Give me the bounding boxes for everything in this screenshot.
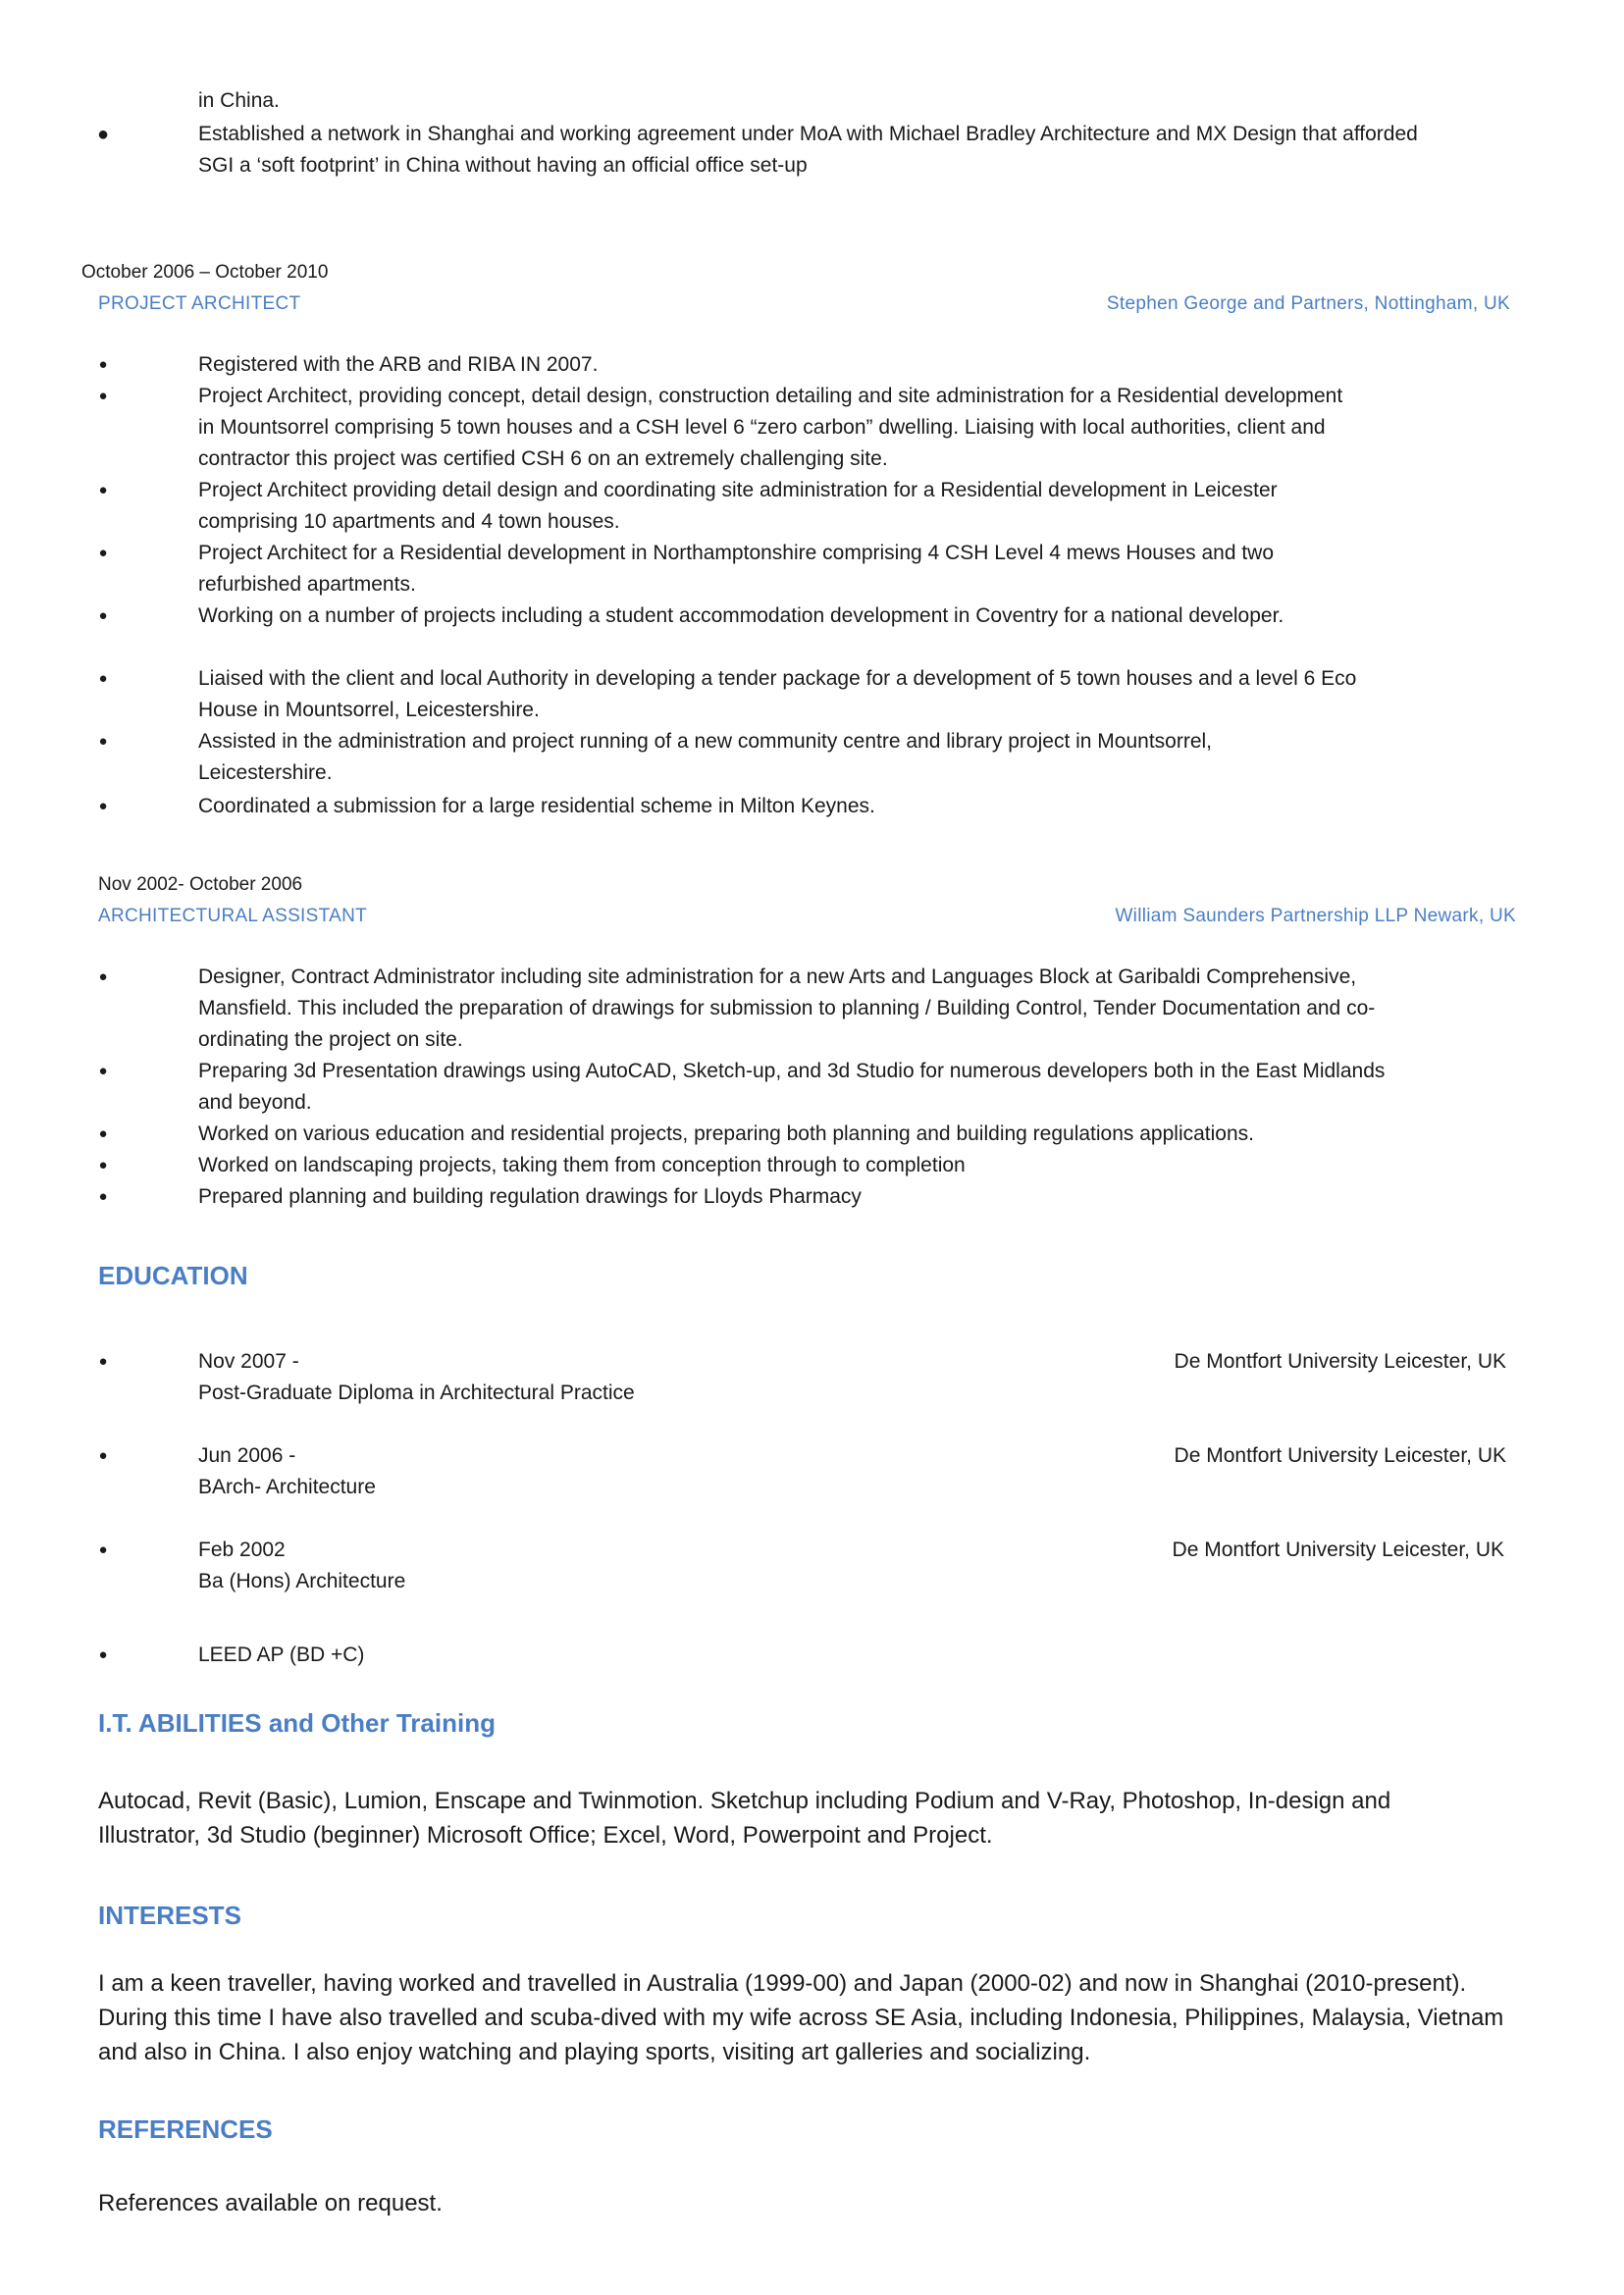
bullet-icon: ● bbox=[98, 670, 108, 687]
bullet-icon: ● bbox=[98, 798, 108, 814]
job1-bullet: Working on a number of projects including a student accommodation development in Coventry for a national developer. bbox=[198, 604, 1284, 627]
bullet-icon: ● bbox=[98, 1157, 108, 1174]
bullet-icon: ● bbox=[96, 124, 110, 145]
bullet-icon: ● bbox=[98, 482, 108, 498]
bullet-icon: ● bbox=[98, 733, 108, 750]
leed-credential: LEED AP (BD +C) bbox=[198, 1643, 365, 1666]
job2-dates: Nov 2002- October 2006 bbox=[98, 874, 303, 895]
education-school: De Montfort University Leicester, UK bbox=[1174, 1350, 1506, 1373]
continuation-text: in China. bbox=[198, 89, 280, 112]
job1-bullet: Project Architect for a Residential development in Northamptonshire comprising 4 CSH Level 4 mews Houses and two refurbished apartments. bbox=[198, 542, 1275, 596]
job2-bullet: Preparing 3d Presentation drawings using AutoCAD, Sketch-up, and 3d Studio for numerous developers both in the East Midlands and beyond. bbox=[198, 1060, 1386, 1114]
job2-bullet: Prepared planning and building regulation drawings for Lloyds Pharmacy bbox=[198, 1185, 862, 1208]
china-network-bullet: Established a network in Shanghai and working agreement under MoA with Michael Bradley Architecture and MX Design that afforded SGI a ‘soft footprint’ in China without having an official office set-up bbox=[198, 123, 1418, 177]
interests-heading: INTERESTS bbox=[98, 1901, 241, 1930]
job2-bullet: Designer, Contract Administrator including site administration for a new Arts and Languages Block at Garibaldi Comprehensive, Mansfield. This included the preparation of drawings for submission to planning / Building Control, Tender Documentation and co-ordinating the project on site. bbox=[198, 965, 1376, 1051]
bullet-icon: ● bbox=[98, 1447, 108, 1464]
bullet-icon: ● bbox=[98, 356, 108, 373]
education-date: Nov 2007 - bbox=[198, 1350, 299, 1373]
bullet-icon: ● bbox=[98, 545, 108, 561]
bullet-icon: ● bbox=[98, 1541, 108, 1558]
bullet-icon: ● bbox=[98, 607, 108, 624]
education-title: BArch- Architecture bbox=[198, 1476, 376, 1498]
bullet-icon: ● bbox=[98, 1125, 108, 1142]
education-school: De Montfort University Leicester, UK bbox=[1172, 1539, 1504, 1561]
education-title: Ba (Hons) Architecture bbox=[198, 1570, 406, 1592]
job1-bullet: Project Architect, providing concept, detail design, construction detailing and site administration for a Residential development in Mountsorrel comprising 5 town houses and a CSH level 6 “zero carbon” dwelling. Liaising with local authorities, client and contractor this project was certified CSH 6 on an extremely challenging site. bbox=[198, 385, 1343, 470]
it-text: Autocad, Revit (Basic), Lumion, Enscape and Twinmotion. Sketchup including Podium and V-Ray, Photoshop, In-design and Illustrator, 3d Studio (beginner) Microsoft Office; Excel, Word, Powerpoint and Project. bbox=[98, 1788, 1391, 1849]
education-title: Post-Graduate Diploma in Architectural Practice bbox=[198, 1382, 635, 1404]
bullet-icon: ● bbox=[98, 1353, 108, 1370]
job1-role: PROJECT ARCHITECT bbox=[98, 293, 301, 314]
job2-bullet: Worked on various education and residential projects, preparing both planning and building regulations applications. bbox=[198, 1122, 1254, 1145]
references-text: References available on request. bbox=[98, 2190, 443, 2217]
job1-bullet: Liaised with the client and local Authority in developing a tender package for a development of 5 town houses and a level 6 Eco House in Mountsorrel, Leicestershire. bbox=[198, 667, 1357, 721]
job2-firm: William Saunders Partnership LLP Newark, UK bbox=[1115, 906, 1516, 926]
bullet-icon: ● bbox=[98, 1063, 108, 1079]
job1-firm: Stephen George and Partners, Nottingham, UK bbox=[1106, 293, 1510, 314]
education-heading: EDUCATION bbox=[98, 1261, 248, 1290]
job1-dates: October 2006 – October 2010 bbox=[81, 262, 329, 283]
it-heading: I.T. ABILITIES and Other Training bbox=[98, 1708, 496, 1738]
job1-bullet: Coordinated a submission for a large residential scheme in Milton Keynes. bbox=[198, 795, 875, 817]
bullet-icon: ● bbox=[98, 1646, 108, 1663]
bullet-icon: ● bbox=[98, 388, 108, 404]
job1-bullet: Project Architect providing detail design and coordinating site administration for a Residential development in Leicester comprising 10 apartments and 4 town houses. bbox=[198, 479, 1278, 533]
references-heading: REFERENCES bbox=[98, 2114, 273, 2144]
education-date: Feb 2002 bbox=[198, 1539, 286, 1561]
interests-text: I am a keen traveller, having worked and travelled in Australia (1999-00) and Japan (2000-02) and now in Shanghai (2010-present). During this time I have also travelled and scuba-dived with my wife across SE Asia, including Indonesia, Philippines, Malaysia, Vietnam and also in China. I also enjoy watching and playing sports, visiting art galleries and socializing. bbox=[98, 1970, 1504, 2065]
bullet-icon: ● bbox=[98, 1188, 108, 1205]
bullet-icon: ● bbox=[98, 968, 108, 985]
job1-bullet: Registered with the ARB and RIBA IN 2007. bbox=[198, 353, 599, 376]
job1-bullet: Assisted in the administration and project running of a new community centre and library project in Mountsorrel, Leicestershire. bbox=[198, 730, 1213, 784]
job2-role: ARCHITECTURAL ASSISTANT bbox=[98, 906, 367, 926]
job2-bullet: Worked on landscaping projects, taking them from conception through to completion bbox=[198, 1154, 966, 1176]
education-date: Jun 2006 - bbox=[198, 1444, 296, 1467]
education-school: De Montfort University Leicester, UK bbox=[1174, 1444, 1506, 1467]
